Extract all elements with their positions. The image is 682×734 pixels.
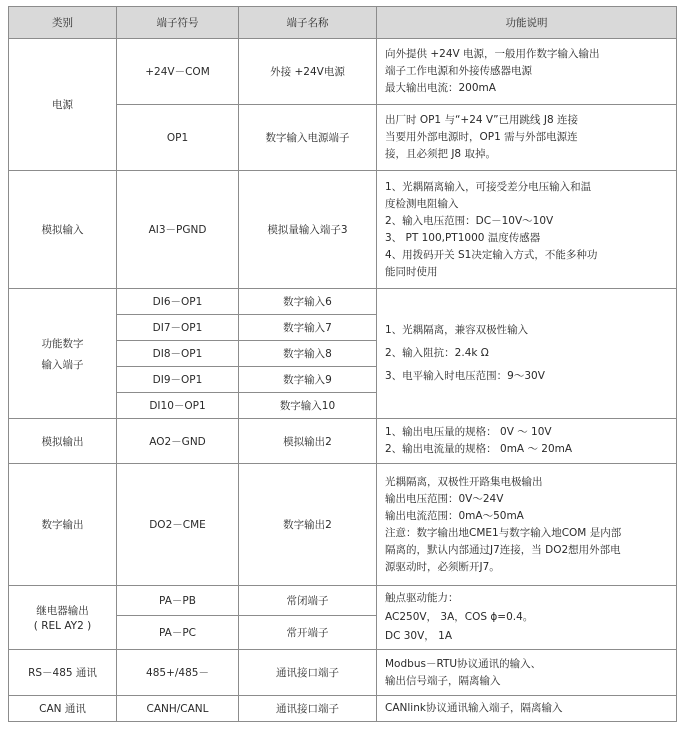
category-cell [9, 586, 117, 650]
category-cell: 数字输出 [9, 464, 117, 586]
name-cell: 通讯接口端子 [239, 650, 377, 696]
function-line: AC250V， 3A，COS ɸ=0.4。 [385, 611, 534, 623]
symbol-cell: 485+/485－ [117, 650, 239, 696]
category-cell: CAN 通讯 [9, 696, 117, 722]
category-cell: 电源 [9, 39, 117, 171]
symbol-cell: DI10－OP1 [117, 393, 239, 419]
name-cell: 外接 +24V电源 [239, 39, 377, 105]
symbol-cell: PA－PB [117, 586, 239, 616]
function-line: DC 30V， 1A [385, 630, 452, 642]
function-line: 输出信号端子，隔离输入 [385, 674, 501, 687]
name-cell: 数字输入电源端子 [239, 105, 377, 171]
symbol-cell: DI7－OP1 [117, 315, 239, 341]
symbol-cell: AO2－GND [117, 419, 239, 464]
function-line: 2、输入阻抗：2.4k Ω [385, 347, 489, 359]
table-row [9, 289, 677, 315]
category-cell: RS－485 通讯 [9, 650, 117, 696]
header-row [9, 7, 677, 39]
symbol-cell: DI8－OP1 [117, 341, 239, 367]
symbol-cell: CANH/CANL [117, 696, 239, 722]
function-line: 隔离的，默认内部通过J7连接，当 DO2想用外部电 [385, 543, 621, 556]
function-line: 输出电流范围：0mA～50mA [385, 509, 524, 522]
category-line: ( REL AY2 ) [33, 620, 92, 632]
table-row [9, 650, 677, 696]
category-cell: 模拟输入 [9, 171, 117, 289]
function-line: 3、 PT 100,PT1000 温度传感器 [385, 231, 541, 244]
name-cell: 通讯接口端子 [239, 696, 377, 722]
header-name: 端子名称 [239, 7, 377, 39]
name-cell: 模拟输出2 [239, 419, 377, 464]
symbol-cell: AI3－PGND [117, 171, 239, 289]
terminal-spec-table [8, 6, 677, 722]
function-cell [377, 650, 677, 696]
function-line: 4、用拨码开关 S1决定输入方式，不能多种功 [385, 248, 598, 261]
function-line: 度检测电阻输入 [385, 197, 459, 210]
symbol-cell: DI6－OP1 [117, 289, 239, 315]
function-cell [377, 419, 677, 464]
table-row [9, 39, 677, 105]
name-cell: 模拟量输入端子3 [239, 171, 377, 289]
name-cell: 常开端子 [239, 616, 377, 650]
function-line: 最大输出电流：200mA [385, 82, 496, 94]
function-line: 端子工作电源和外接传感器电源 [385, 65, 532, 77]
function-line: 1、输出电压量的规格： 0V ～ 10V [385, 426, 552, 438]
function-cell [377, 39, 677, 105]
category-line: 继电器输出 [36, 605, 89, 617]
function-line: 能同时使用 [385, 265, 438, 278]
table-row [9, 586, 677, 616]
function-line: Modbus－RTU协议通讯的输入、 [385, 657, 542, 670]
name-cell: 数字输入8 [239, 341, 377, 367]
header-function: 功能说明 [377, 7, 677, 39]
symbol-cell: +24V－COM [117, 39, 239, 105]
function-line: CANlink协议通讯输入端子，隔离输入 [385, 702, 563, 714]
header-symbol: 端子符号 [117, 7, 239, 39]
table-row [9, 464, 677, 586]
symbol-cell: DO2－CME [117, 464, 239, 586]
symbol-cell: DI9－OP1 [117, 367, 239, 393]
function-line: 当要用外部电源时，OP1 需与外部电源连 [385, 131, 578, 143]
function-cell [377, 105, 677, 171]
function-cell [377, 696, 677, 722]
name-cell: 常闭端子 [239, 586, 377, 616]
name-cell: 数字输入7 [239, 315, 377, 341]
table-row [9, 696, 677, 722]
function-line: 接，且必须把 J8 取掉。 [385, 148, 496, 160]
name-cell: 数字输入10 [239, 393, 377, 419]
function-line: 2、输入电压范围：DC－10V～10V [385, 214, 554, 227]
function-line: 1、光耦隔离，兼容双极性输入 [385, 324, 529, 336]
function-cell [377, 289, 677, 419]
function-cell [377, 171, 677, 289]
function-line: 出厂时 OP1 与“+24 V”已用跳线 J8 连接 [385, 114, 578, 126]
function-line: 向外提供 +24V 电源，一般用作数字输入输出 [385, 48, 600, 60]
symbol-cell: PA－PC [117, 616, 239, 650]
category-cell [9, 289, 117, 419]
function-line: 输出电压范围：0V～24V [385, 492, 504, 505]
name-cell: 数字输入6 [239, 289, 377, 315]
function-cell [377, 586, 677, 650]
table-row [9, 171, 677, 289]
function-line: 3、电平输入时电压范围：9～30V [385, 370, 545, 382]
function-line: 触点驱动能力： [385, 592, 459, 604]
header-category: 类别 [9, 7, 117, 39]
function-cell [377, 464, 677, 586]
name-cell: 数字输出2 [239, 464, 377, 586]
category-line: 输入端子 [41, 358, 84, 371]
category-line: 功能数字 [41, 337, 84, 350]
function-line: 2、输出电流量的规格： 0mA ～ 20mA [385, 443, 573, 455]
name-cell: 数字输入9 [239, 367, 377, 393]
function-line: 注意：数字输出地CME1与数字输入地COM 是内部 [385, 526, 622, 539]
function-line: 1、光耦隔离输入，可接受差分电压输入和温 [385, 180, 592, 193]
symbol-cell: OP1 [117, 105, 239, 171]
function-line: 光耦隔离，双极性开路集电极输出 [385, 475, 543, 488]
category-cell: 模拟输出 [9, 419, 117, 464]
function-line: 源驱动时，必须断开J7。 [385, 560, 500, 573]
table-row [9, 419, 677, 464]
